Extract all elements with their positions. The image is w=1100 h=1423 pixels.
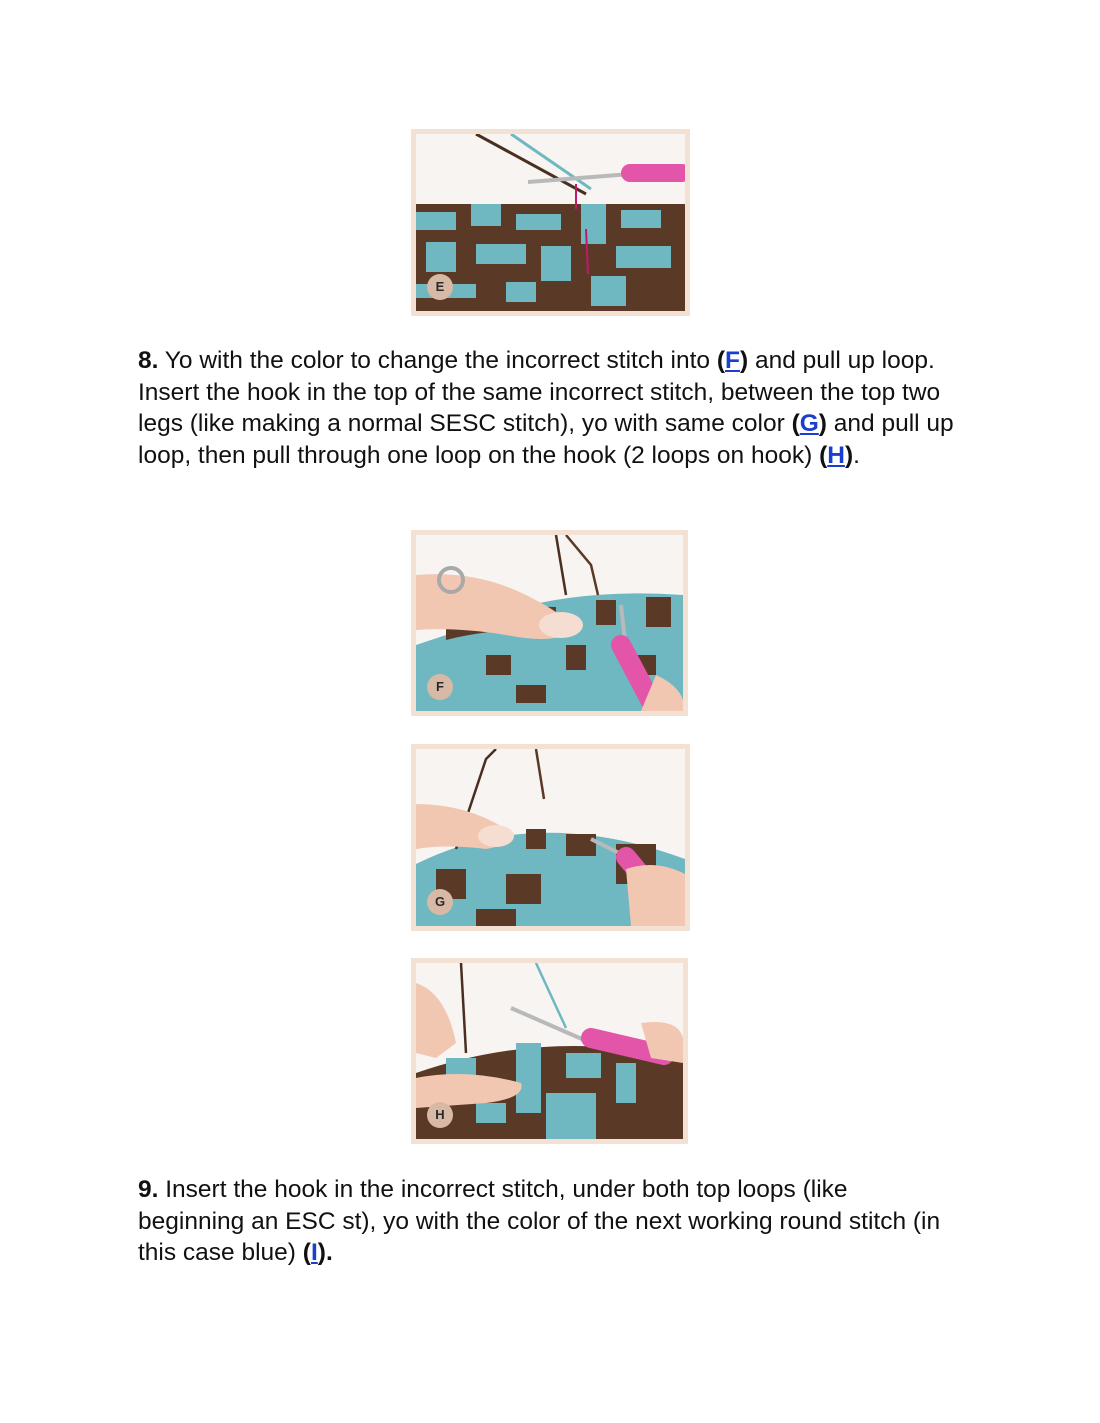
step-8-text-2: and pull up loop. Insert the hook in the top of the same incorrect stitch, between the top two legs (like making a normal SESC stitch), yo with same color	[138, 347, 941, 437]
photo-f	[411, 530, 688, 716]
photo-h	[411, 958, 688, 1144]
photo-f-label: F	[427, 674, 453, 700]
photo-f-illustration	[416, 535, 683, 711]
ref-link-h[interactable]: H	[827, 441, 845, 469]
step-9-text-2: .	[325, 1239, 333, 1266]
photo-h-label: H	[427, 1102, 453, 1128]
photo-e-label: E	[427, 274, 453, 300]
ref-link-f[interactable]: F	[725, 347, 740, 374]
step-9-text: 9. Insert the hook in the incorrect stitch, under both top loops (like beginning an ESC st), yo with the color of the next working round stitch (in this case blue) (I).	[138, 1176, 941, 1266]
step-8-text: 8. Yo with the color to change the incorrect stitch into (F) and pull up loop. Insert the hook in the top of the same incorrect stitch, between the top two legs (like making a normal SESC stitch), yo with same color (G) and pull up loop, then pull through one loop on the hook (2 loops on hook) (H).	[138, 347, 954, 469]
step-8-text-4: .	[853, 441, 860, 469]
step-8-number: 8.	[138, 347, 159, 374]
step-8-text-3: and pull up loop, then pull through one loop on the hook (2 loops on hook)	[138, 410, 954, 469]
photo-g	[411, 744, 690, 931]
photo-e-illustration	[416, 134, 685, 311]
ref-link-i[interactable]: I	[310, 1239, 318, 1266]
photo-g-illustration	[416, 749, 685, 926]
step-9-text-1: Insert the hook in the incorrect stitch, under both top loops (like beginning an ESC st), yo with the color of the next working round stitch (in this case blue)	[138, 1176, 941, 1266]
photo-h-illustration	[416, 963, 683, 1139]
step-9-number: 9.	[138, 1176, 159, 1203]
photo-g-label: G	[427, 889, 453, 915]
ref-link-g[interactable]: G	[799, 410, 819, 437]
photo-e	[411, 129, 690, 316]
step-8-text-1: Yo with the color to change the incorrect stitch into	[158, 347, 717, 374]
